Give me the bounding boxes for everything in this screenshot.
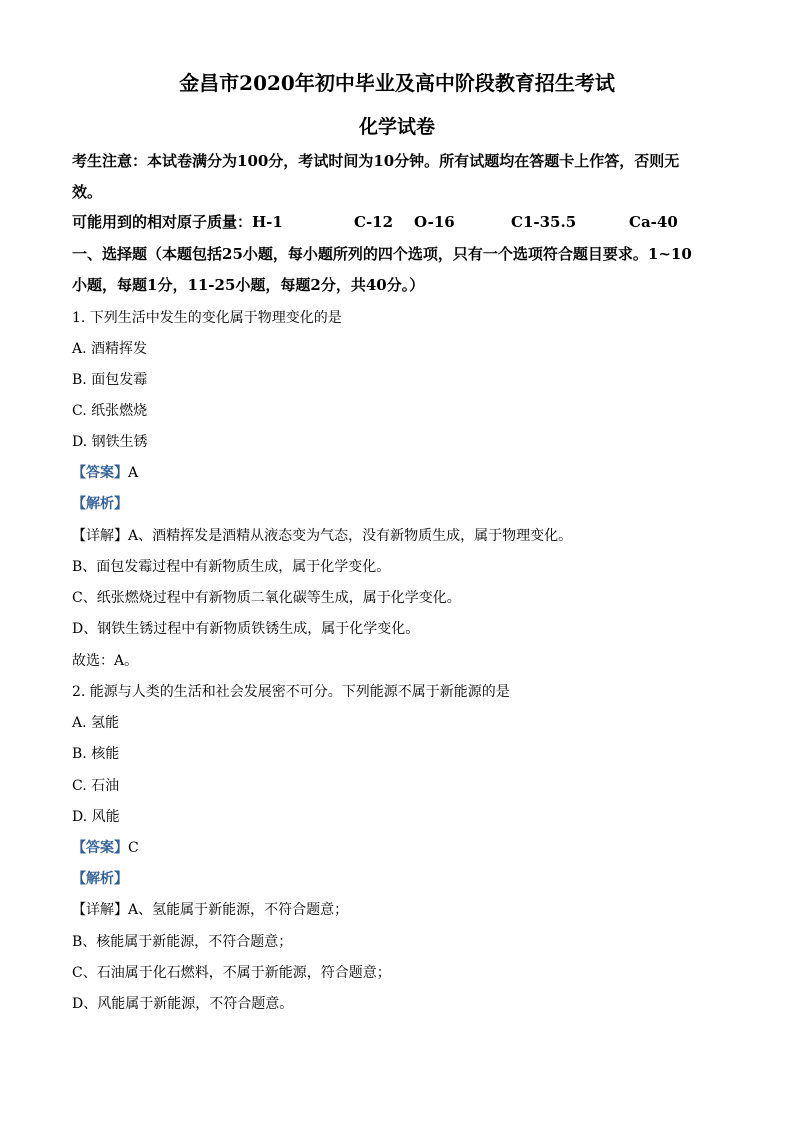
- q1-detail-tag: 【详解】: [72, 528, 128, 544]
- q1-detail-line-3: C、纸张燃烧过程中有新物质二氧化碳等生成，属于化学变化。: [72, 590, 461, 606]
- q2-detail-line-4: D、风能属于新能源，不符合题意。: [72, 996, 294, 1012]
- q1-detail-line-4: D、钢铁生锈过程中有新物质铁锈生成，属于化学变化。: [72, 621, 420, 637]
- q2-detail-line-2: B、核能属于新能源，不符合题意；: [72, 934, 293, 950]
- notice-line-2: 效。: [72, 183, 103, 201]
- q1-detail-text-a: A、酒精挥发是酒精从液态变为气态，没有新物质生成，属于物理变化。: [128, 528, 573, 544]
- exam-title: 金昌市2020年初中毕业及高中阶段教育招生考试: [179, 71, 615, 95]
- q2-option-a: A. 氢能: [72, 715, 120, 731]
- q2-detail-line-3: C、石油属于化石燃料，不属于新能源，符合题意；: [72, 965, 391, 981]
- q2-option-d: D. 风能: [72, 809, 120, 825]
- section-heading-line-2: 小题，每题1分，11-25小题，每题2分，共40分。）: [72, 276, 425, 294]
- q2-stem: 2. 能源与人类的生活和社会发展密不可分。下列能源不属于新能源的是: [72, 684, 510, 700]
- exam-subtitle: 化学试卷: [358, 116, 435, 138]
- section-heading-line-1: 一、选择题（本题包括25小题，每小题所列的四个选项，只有一个选项符合题目要求。1~10: [72, 245, 692, 263]
- q2-analysis-tag: 【解析】: [72, 871, 128, 887]
- q1-answer-value: A: [128, 465, 139, 481]
- q2-detail-text-a: A、氢能属于新能源，不符合题意；: [128, 902, 349, 918]
- q2-answer-tag: 【答案】: [72, 840, 128, 856]
- q1-analysis: [72, 495, 128, 513]
- q1-detail-line-1: [72, 527, 572, 545]
- q1-stem: 1. 下列生活中发生的变化属于物理变化的是: [72, 310, 342, 326]
- atomic-mass-cl: C1-35.5: [511, 213, 577, 231]
- atomic-mass-ca: Ca-40: [629, 213, 678, 231]
- q1-conclusion: 故选：A。: [72, 653, 139, 669]
- q1-option-c: C. 纸张燃烧: [72, 403, 148, 419]
- q1-option-a: A. 酒精挥发: [72, 341, 148, 357]
- q1-analysis-tag: 【解析】: [72, 496, 128, 512]
- q2-option-b: B. 核能: [72, 746, 120, 762]
- q2-detail-tag: 【详解】: [72, 902, 128, 918]
- atomic-mass-label: 可能用到的相对原子质量：H-1: [72, 213, 283, 231]
- q1-answer-tag: 【答案】: [72, 465, 128, 481]
- q2-analysis: [72, 870, 128, 888]
- q1-option-b: B. 面包发霉: [72, 372, 148, 388]
- q2-option-c: C. 石油: [72, 778, 120, 794]
- atomic-mass-o: O-16: [414, 213, 455, 231]
- atomic-mass-c: C-12: [354, 213, 394, 231]
- notice-line-1: 考生注意：本试卷满分为100分，考试时间为10分钟。所有试题均在答题卡上作答，否则无: [72, 152, 680, 170]
- q2-detail-line-1: [72, 901, 348, 919]
- q2-answer: [72, 839, 139, 857]
- q1-answer: [72, 464, 138, 482]
- q1-option-d: D. 钢铁生锈: [72, 434, 148, 450]
- q1-detail-line-2: B、面包发霉过程中有新物质生成，属于化学变化。: [72, 559, 391, 575]
- q2-answer-value: C: [128, 840, 139, 856]
